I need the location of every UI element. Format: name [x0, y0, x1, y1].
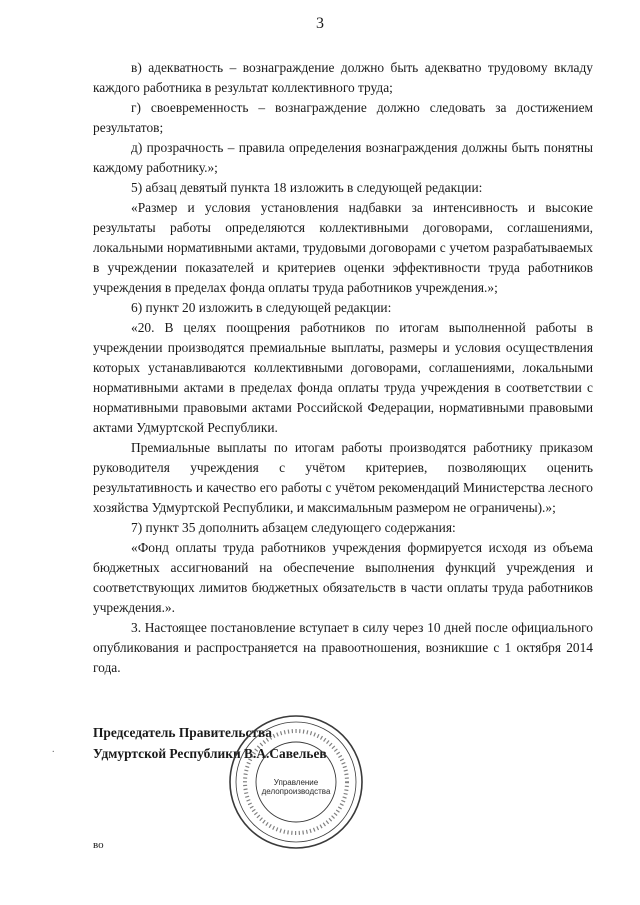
paragraph-effective-date: 3. Настоящее постановление вступает в силу через 10 дней после официального опубликования и распространяется на правоотношения, возникшие с 1 октября 2014 года.: [93, 620, 593, 675]
paragraph-amendment-6: 6) пункт 20 изложить в следующей редакции:: [131, 300, 392, 315]
official-stamp: [226, 712, 366, 852]
paragraph-amendment-7-text: «Фонд оплаты труда работников учреждения формируется исходя из объема бюджетных ассигнований на обеспечение выполнения функций учреждения и соответствующих лимитов бюджетных обязательств в части оплаты труда работников учреждения.».: [93, 540, 593, 615]
stamp-text-line2: делопроизводства: [261, 787, 331, 796]
footer-initials: во: [93, 839, 104, 851]
signature-name: Удмуртской Республики В.А.Савельев: [93, 746, 327, 761]
signature-title: Председатель Правительства: [93, 725, 272, 740]
paragraph-item-d: д) прозрачность – правила определения вознаграждения должны быть понятны каждому работнику.»;: [93, 140, 593, 175]
paragraph-amendment-6-text: «20. В целях поощрения работников по итогам выполненной работы в учреждении производятся премиальные выплаты, размеры и условия осуществления которых устанавливаются коллективными договорами, соглашениями, локальными нормативными актами в пределах фонда оплаты труда учреждения в соответствии с нормативными правовыми актами Российской Федерации, нормативными правовыми актами Удмуртской Республики.: [93, 320, 593, 435]
document-body: [93, 58, 593, 678]
paragraph-item-g: г) своевременность – вознаграждение должно следовать за достижением результатов;: [93, 100, 593, 135]
paragraph-item-v: в) адекватность – вознаграждение должно быть адекватно трудовому вкладу каждого работника в результат коллективного труда;: [93, 60, 593, 95]
paragraph-amendment-7: 7) пункт 35 дополнить абзацем следующего содержания:: [131, 520, 456, 535]
stamp-text-line1: Управление: [273, 778, 319, 787]
paragraph-amendment-6-text-cont: Премиальные выплаты по итогам работы производятся работнику приказом руководителя учреждения с учётом критериев, позволяющих оценить результативность и качество его работы с учётом рекомендаций Министерства лесного хозяйства Удмуртской Республики, и максимальным размером не ограничены).»;: [93, 440, 593, 515]
paragraph-amendment-5: 5) абзац девятый пункта 18 изложить в следующей редакции:: [131, 180, 483, 195]
stamp-text: [256, 778, 336, 796]
page-number: 3: [316, 15, 324, 32]
paragraph-amendment-5-text: «Размер и условия установления надбавки за интенсивность и высокие результаты работы определяются коллективными договорами, соглашениями, локальными нормативными актами, трудовыми договорами с учетом разрабатываемых в учреждении показателей и критериев оценки эффективности труда работников учреждения в пределах фонда оплаты труда работников учреждения.»;: [93, 200, 593, 295]
margin-mark: .: [52, 744, 55, 755]
